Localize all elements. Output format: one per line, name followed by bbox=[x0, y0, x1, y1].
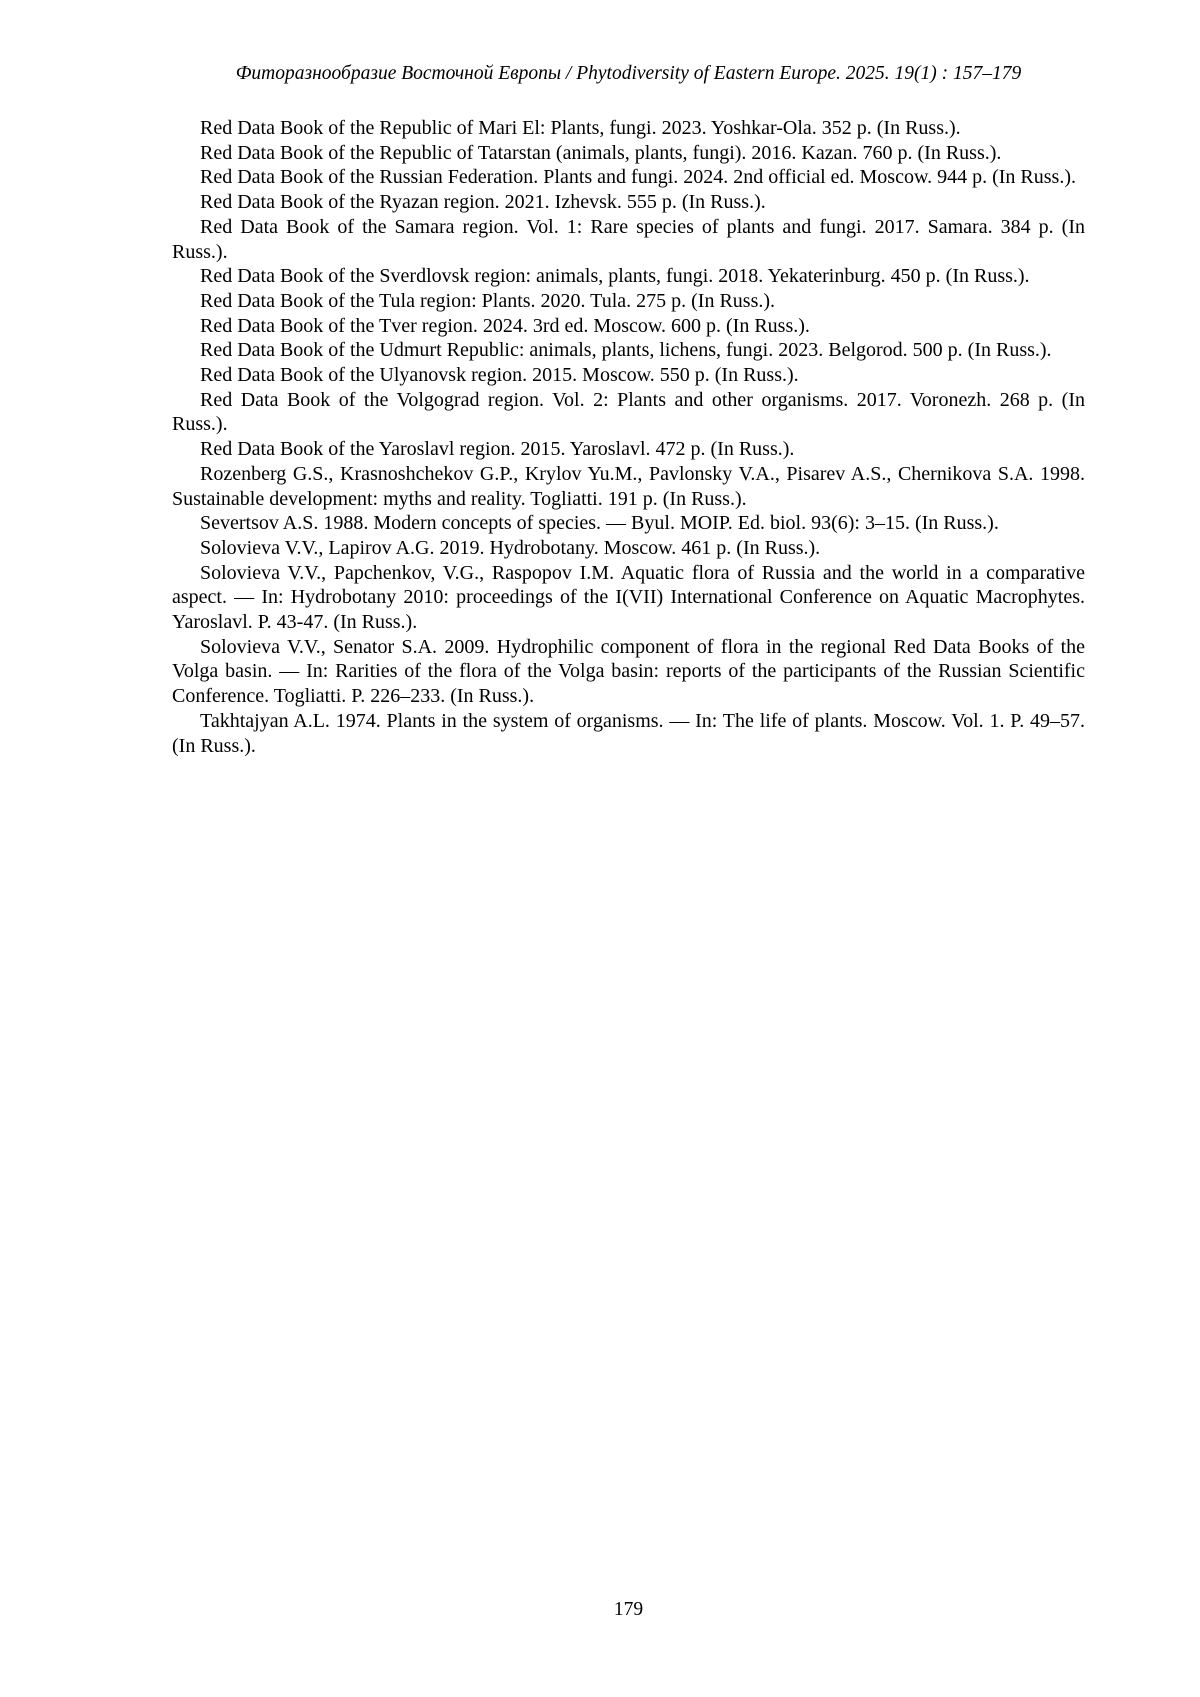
reference-item: Red Data Book of the Sverdlovsk region: animals, plants, fungi. 2018. Yekaterinburg. 450 p. (In Russ.). bbox=[200, 265, 1030, 288]
reference-item: Takhtajyan A.L. 1974. Plants in the system of organisms. — In: The life of plants. Moscow. Vol. 1. P. 49–57. (In Russ.). bbox=[172, 709, 1085, 757]
reference-item: Red Data Book of the Udmurt Republic: animals, plants, lichens, fungi. 2023. Belgorod. 500 p. (In Russ.). bbox=[200, 339, 1052, 362]
reference-item: Rozenberg G.S., Krasnoshchekov G.P., Krylov Yu.M., Pavlonsky V.A., Pisarev A.S., Chernikova S.A. 1998. Sustainable development: myths and reality. Togliatti. 191 p. (In Russ.). bbox=[172, 462, 1085, 510]
running-header: Фиторазнообразие Восточной Европы / Phytodiversity of Eastern Europe. 2025. 19(1) : 157–179 bbox=[235, 63, 1022, 84]
reference-item: Red Data Book of the Yaroslavl region. 2015. Yaroslavl. 472 p. (In Russ.). bbox=[200, 438, 795, 461]
reference-item: Red Data Book of the Ulyanovsk region. 2015. Moscow. 550 p. (In Russ.). bbox=[200, 364, 799, 387]
reference-item: Solovieva V.V., Lapirov A.G. 2019. Hydrobotany. Moscow. 461 p. (In Russ.). bbox=[200, 536, 821, 559]
reference-item: Red Data Book of the Ryazan region. 2021. Izhevsk. 555 p. (In Russ.). bbox=[200, 191, 766, 214]
reference-item: Solovieva V.V., Senator S.A. 2009. Hydrophilic component of flora in the regional Red Data Books of the Volga basin. — In: Rarities of the flora of the Volga basin: reports of the participants of the Russian Scientific Conference. Togliatti. P. 226–233. (In Russ.). bbox=[172, 635, 1085, 708]
reference-item: Red Data Book of the Republic of Tatarstan (animals, plants, fungi). 2016. Kazan. 760 p. (In Russ.). bbox=[200, 141, 1002, 164]
reference-item: Severtsov A.S. 1988. Modern concepts of species. — Byul. MOIP. Ed. biol. 93(6): 3–15. (In Russ.). bbox=[200, 512, 999, 535]
reference-item: Red Data Book of the Russian Federation. Plants and fungi. 2024. 2nd official ed. Moscow. 944 p. (In Russ.). bbox=[200, 166, 1076, 189]
page-number: 179 bbox=[613, 1599, 644, 1620]
reference-item: Red Data Book of the Tver region. 2024. 3rd ed. Moscow. 600 p. (In Russ.). bbox=[200, 314, 810, 337]
reference-item: Red Data Book of the Republic of Mari El: Plants, fungi. 2023. Yoshkar-Ola. 352 p. (In Russ.). bbox=[200, 117, 961, 139]
reference-item: Red Data Book of the Volgograd region. Vol. 2: Plants and other organisms. 2017. Voronezh. 268 p. (In Russ.). bbox=[172, 388, 1085, 436]
reference-item: Solovieva V.V., Papchenkov, V.G., Raspopov I.M. Aquatic flora of Russia and the world in a comparative aspect. — In: Hydrobotany 2010: proceedings of the I(VII) International Conference on Aquatic Macrophytes. Yaroslavl. P. 43-47. (In Russ.). bbox=[172, 561, 1085, 634]
reference-item: Red Data Book of the Samara region. Vol. 1: Rare species of plants and fungi. 2017. Samara. 384 p. (In Russ.). bbox=[172, 215, 1085, 263]
reference-item: Red Data Book of the Tula region: Plants. 2020. Tula. 275 p. (In Russ.). bbox=[200, 289, 776, 312]
references-list bbox=[172, 116, 1085, 758]
